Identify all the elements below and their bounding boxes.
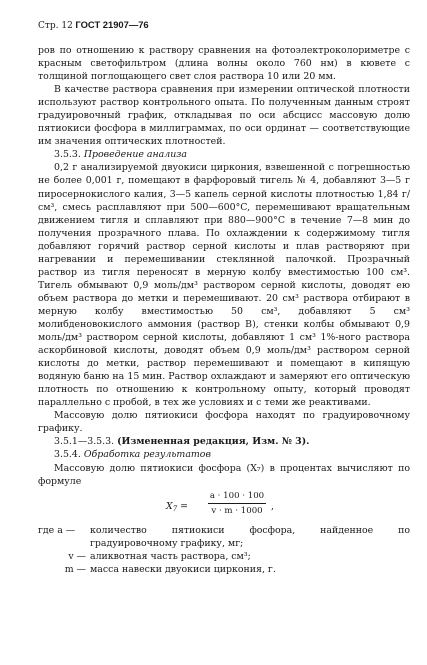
formula-fraction: [208, 490, 266, 517]
section-number: 3.5.3.: [54, 149, 81, 161]
definition-m: [38, 563, 410, 576]
formula: [38, 490, 410, 522]
amendment-text: (Измененная редакция, Изм. № 3).: [117, 436, 310, 448]
definition-a: [38, 524, 410, 550]
paragraph-formula-intro: Массовую долю пятиокиси фосфора (X₇) в процентах вычисляют по формуле: [38, 462, 410, 487]
formula-numerator: a · 100 · 100: [208, 490, 266, 504]
section-title: Проведение анализа: [83, 149, 187, 161]
page-content: [38, 44, 410, 576]
standard-code: ГОСТ 21907—76: [75, 19, 149, 30]
paragraph-mass-fraction: Массовую долю пятиокиси фосфора находят по градуировочному графику.: [38, 410, 410, 435]
formula-denominator: v · m · 1000: [211, 505, 263, 516]
section-title: Обработка результатов: [83, 449, 211, 461]
definition-v: [38, 550, 410, 563]
amendment-range: 3.5.1—3.5.3.: [54, 436, 115, 448]
variable-definitions: [38, 524, 410, 576]
definition-text: количество пятиокиси фосфора, найденное по градуировочному графику, мг;: [90, 524, 410, 549]
definition-text: масса навески двуокиси циркония, г.: [90, 563, 276, 575]
section-number: 3.5.4.: [54, 449, 81, 461]
definition-symbol: m —: [64, 563, 86, 575]
paragraph-reference-solution: В качестве раствора сравнения при измерении оптической плотности используют раствор контрольного опыта. По полученным данным строят градуировочный график, откладывая по оси абсцисс массовую долю пятиокиси фосфора в миллиграммах, по оси ординат — соответствующие им значения оптических плотностей.: [38, 84, 410, 148]
definition-text: аликвотная часть раствора, см³;: [90, 550, 251, 562]
definition-symbol: где a —: [38, 524, 76, 536]
formula-trail: ,: [271, 500, 274, 512]
section-heading-3-5-4: [38, 448, 410, 461]
section-heading-3-5-3: [38, 148, 410, 161]
page-header: [38, 18, 149, 33]
paragraph-continuation: ров по отношению к раствору сравнения на фотоэлектроколориметре с красным светофильтром (длина волны около 760 нм) в кювете с толщиной поглощающего свет слоя раствора 10 или 20 мм.: [38, 45, 410, 83]
paragraph-analysis-procedure: 0,2 г анализируемой двуокиси циркония, взвешенной с погрешностью не более 0,001 г, помещают в фарфоровый тигель № 4, добавляют 3—5 г пиросернокислого калия, 3—5 капель серной кислоты плотностью 1,84 г/см³, смесь расплавляют при 500—600°C, перемешивают вращательным движением тигля и сплавляют при 880—900°C в течение 7—8 мин до получения прозрачного плава. По охлаждении к содержимому тигля добавляют горячий раствор серной кислоты и плав растворяют при нагревании и перемешивании стеклянной палочкой. Прозрачный раствор из тигля переносят в мерную колбу вместимостью 100 см³. Тигель обмывают 0,9 моль/дм³ раствором серной кислоты, доводят ею объем раствора до метки и перемешивают. 20 см³ раствора отбирают в мерную колбу вместимостью 50 см³, добавляют 5 см³ молибденовокислого аммония (раствор В), стенки колбы обмывают 0,9 моль/дм³ раствором серной кислоты, добавляют 1 см³ 1%-ного раствора аскорбиновой кислоты, доводят объем 0,9 моль/дм³ раствором серной кислоты до метки, раствор перемешивают и помещают в кипящую водяную баню на 15 мин. Раствор охлаждают и замеряют его оптическую плотность по отношению к контрольному опыту, который проводят параллельно с пробой, в тех же условиях и с теми же реактивами.: [38, 162, 410, 409]
page-number: Стр. 12: [38, 21, 73, 31]
formula-lhs: $X_7$ =: [166, 500, 188, 513]
definition-symbol: v —: [68, 550, 86, 562]
amendment-note: [38, 435, 410, 448]
